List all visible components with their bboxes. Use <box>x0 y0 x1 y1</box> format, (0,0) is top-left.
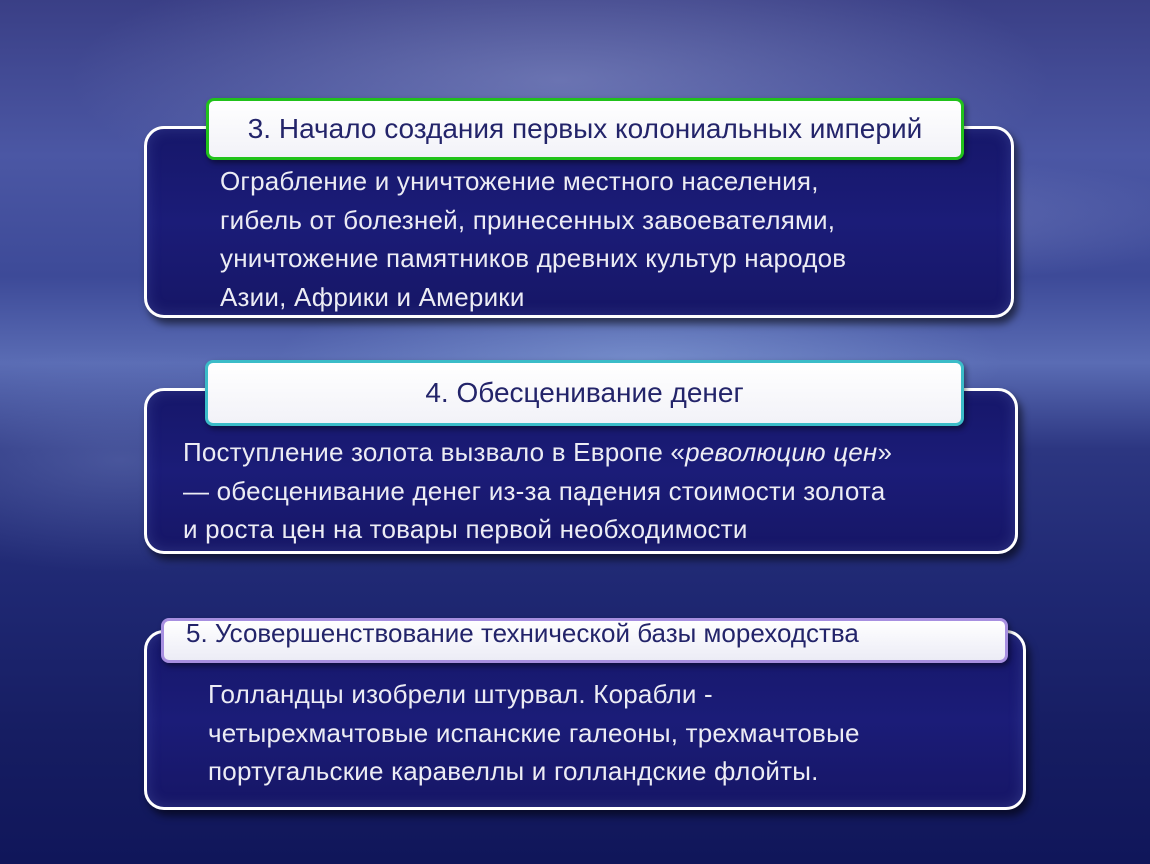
text-line: уничтожение памятников древних культур народов <box>220 243 847 273</box>
text-line: Голландцы изобрели штурвал. Корабли - <box>208 679 713 709</box>
section-title-3: 5. Усовершенствование технической базы мореходства <box>186 618 859 648</box>
text-line: гибель от болезней, принесенных завоевателями, <box>220 204 836 235</box>
text-line: Поступление золота вызвало в Европе «революцию цен» <box>183 437 893 467</box>
section-text-2 <box>183 433 993 549</box>
section-title-1: 3. Начало создания первых колониальных империй <box>247 113 923 144</box>
section-text-1 <box>220 162 980 316</box>
text-line: — обесценивание денег из-за падения стоимости золота <box>183 475 886 506</box>
section-header-3 <box>161 618 1008 663</box>
emphasis-text: революцию цен <box>685 437 878 467</box>
text-line: и роста цен на товары первой необходимости <box>183 514 748 544</box>
text-line: четырехмачтовые испанские галеоны, трехмачтовые <box>208 717 860 748</box>
section-text-3 <box>208 675 988 791</box>
text-line: Ограбление и уничтожение местного населения, <box>220 166 819 196</box>
section-title-2: 4. Обесценивание денег <box>425 377 744 408</box>
text-line: Азии, Африки и Америки <box>220 281 525 312</box>
section-header-1 <box>206 98 964 160</box>
text-line: португальские каравеллы и голландские флойты. <box>208 756 819 786</box>
section-header-2 <box>205 360 964 426</box>
